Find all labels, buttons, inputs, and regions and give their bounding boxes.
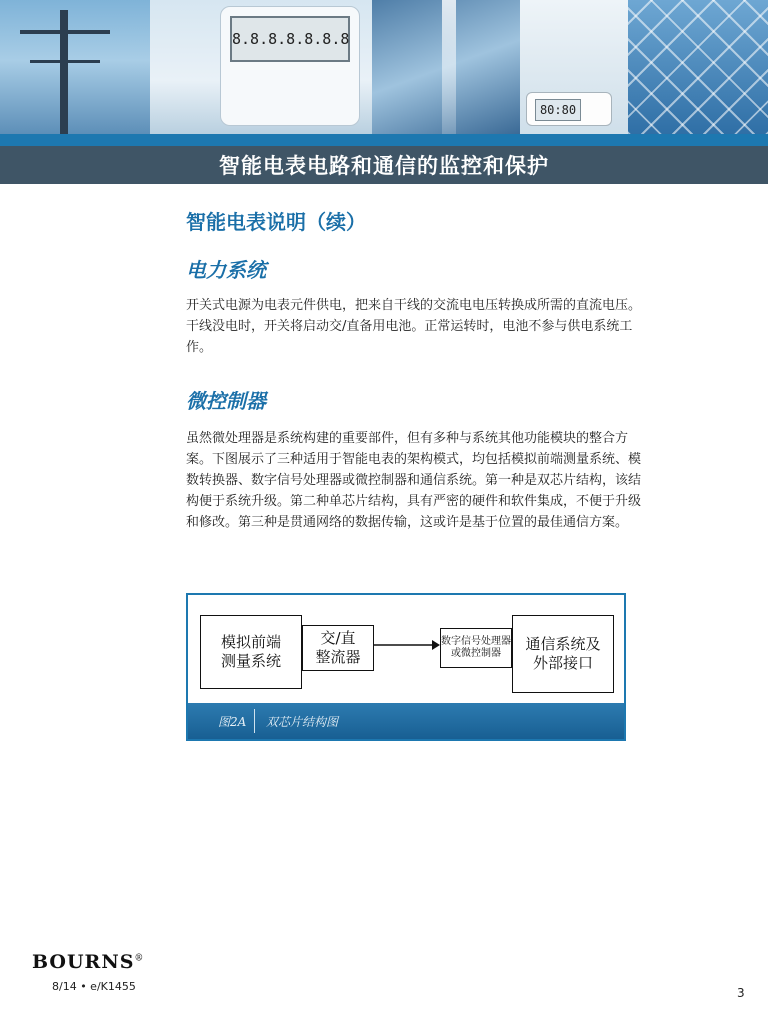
power-line: 作。 xyxy=(186,340,213,355)
dsp-block xyxy=(440,628,512,668)
power-paragraph xyxy=(186,295,646,358)
accent-band xyxy=(0,134,768,146)
arrow-icon xyxy=(374,635,442,655)
title-bar xyxy=(0,146,768,184)
mcu-line: 虽然微处理器是系统构建的重要部件，但有多种与系统其他功能模块的整合方 xyxy=(186,431,629,446)
document-code: 8/14 • e/K1455 xyxy=(52,980,136,993)
smart-meter-photo xyxy=(150,0,372,134)
figure-caption xyxy=(188,703,624,739)
rectifier-label-line1: 交/直 xyxy=(320,629,356,647)
page-title: 智能电表电路和通信的监控和保护 xyxy=(219,154,549,178)
mcu-line: 和修改。第三种是贯通网络的数据传输，这或许是基于位置的最佳通信方案。 xyxy=(186,515,629,530)
mcu-heading: 微控制器 xyxy=(186,389,266,413)
lattice-tower-photo xyxy=(628,0,768,134)
rectifier-block xyxy=(302,625,374,671)
water-faucet-photo xyxy=(372,0,520,134)
meter-display: 8.8.8.8.8.8.8 xyxy=(230,16,350,62)
afe-label-line1: 模拟前端 xyxy=(220,633,281,651)
mcu-paragraph xyxy=(186,428,646,533)
mcu-line: 构便于系统升级。第二种单芯片结构，具有严密的硬件和软件集成，不便于升级 xyxy=(186,494,642,509)
brand-name: BOURNS xyxy=(32,951,135,973)
power-heading: 电力系统 xyxy=(186,258,266,282)
caption-number: 图2A xyxy=(218,715,247,729)
rectifier-label-line2: 整流器 xyxy=(315,648,361,666)
caption-text: 双芯片结构图 xyxy=(266,715,339,729)
thermostat-display: 80:80 xyxy=(535,99,581,121)
figure-2a xyxy=(186,593,626,741)
thermostat-photo xyxy=(520,0,628,134)
page-number: 3 xyxy=(737,986,745,1000)
section-heading: 智能电表说明（续） xyxy=(186,210,366,234)
power-line: 开关式电源为电表元件供电，把来自干线的交流电电压转换成所需的直流电压。 xyxy=(186,298,642,313)
power-line: 干线没电时，开关将启动交/直备用电池。正常运转时，电池不参与供电系统工 xyxy=(186,319,633,334)
dsp-label-line2: 或微控制器 xyxy=(451,648,501,659)
power-line-photo xyxy=(0,0,150,134)
mcu-line: 数转换器、数字信号处理器或微控制器和通信系统。第一种是双芯片结构，该结 xyxy=(186,473,642,488)
mcu-line: 案。下图展示了三种适用于智能电表的架构模式，均包括模拟前端测量系统、模 xyxy=(186,452,642,467)
comm-label-line2: 外部接口 xyxy=(532,654,593,672)
registered-mark: ® xyxy=(134,953,145,964)
comm-label-line1: 通信系统及 xyxy=(525,635,601,653)
bourns-logo xyxy=(32,951,144,973)
afe-label-line2: 测量系统 xyxy=(220,652,281,670)
caption-divider xyxy=(254,709,255,733)
header-banner xyxy=(0,0,768,134)
comm-block xyxy=(512,615,614,693)
afe-block xyxy=(200,615,302,689)
dsp-label-line1: 数字信号处理器 xyxy=(441,636,511,647)
